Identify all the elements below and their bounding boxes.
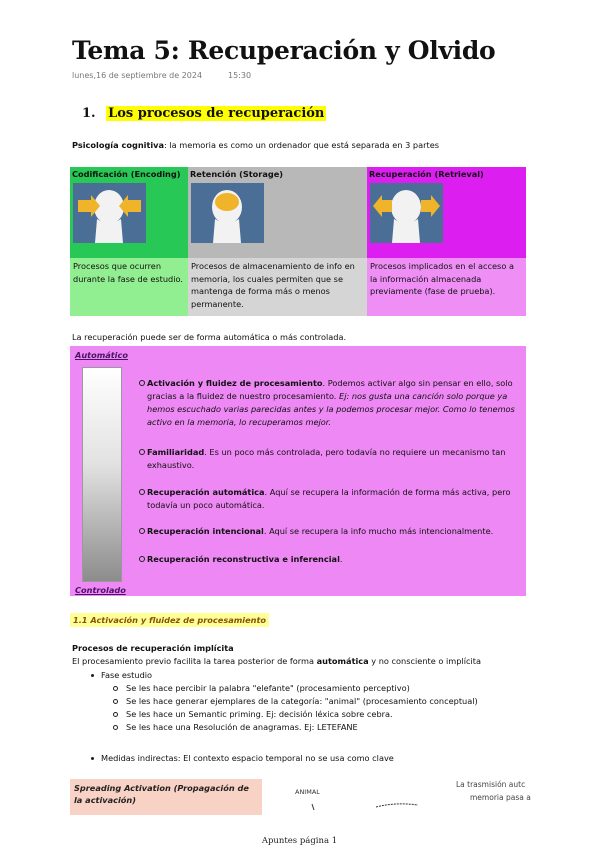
- item-text: . Aquí se recupera la info mucho más intencionalmente.: [263, 526, 494, 536]
- item-text: .: [339, 554, 343, 564]
- page-footer: Apuntes página 1: [261, 836, 338, 846]
- item-text: . Podemos activar algo sin pensar en ello, solo gracias a la fluidez de nuestro procesamiento.: [147, 378, 513, 401]
- section-title: Los procesos de recuperación: [108, 106, 325, 121]
- implicit-line: [72, 655, 481, 667]
- item-text: . Aquí se recupera la información de forma más activa, pero todavía un poco automática.: [147, 487, 511, 510]
- bullet-dot-icon: [91, 757, 94, 760]
- line-start: El procesamiento previo facilita la tarea posterior de forma: [72, 656, 317, 666]
- spreading-activation-label: Spreading Activation (Propagación de la activación): [70, 779, 262, 815]
- automatic-label: Automático: [75, 350, 128, 360]
- encoding-description: Procesos que ocurren durante la fase de estudio.: [73, 261, 183, 284]
- encoding-header: Codificación (Encoding): [72, 169, 181, 179]
- intro-rest: : la memoria es como un ordenador que está separada en 3 partes: [164, 140, 440, 150]
- subsection-heading: 1.1 Activación y fluidez de procesamiento: [70, 613, 269, 627]
- bullet-circle-icon: [139, 556, 145, 562]
- head-icon-encoding: [73, 183, 146, 243]
- memory-stages-table: [70, 167, 526, 316]
- section-heading: [82, 106, 326, 121]
- intro-bold: Psicología cognitiva: [72, 140, 165, 150]
- note-date: lunes,16 de septiembre de 2024: [72, 71, 203, 80]
- item-text: . Es un poco más controlada, pero todavía no requiere un mecanismo tan exhaustivo.: [147, 447, 506, 470]
- study-phase-bullet: Fase estudio: [101, 670, 153, 680]
- spectrum-item: [139, 486, 519, 512]
- diagram-fragment: [300, 800, 440, 816]
- item-example: Ej: nos gusta una canción solo porque ya hemos escuchado varias parecidas antes y la podemos procesar mejor. Como lo tenemos activo en la memoria, lo recuperamos mejor.: [147, 391, 515, 427]
- bullet-ring-icon: [113, 699, 118, 704]
- bullet-ring-icon: [113, 712, 118, 717]
- retrieval-header: Recuperación (Retrieval): [369, 169, 484, 179]
- storage-body-cell: [188, 258, 367, 316]
- diagram-side-text: memoria pasa a: [470, 793, 531, 802]
- note-time: 15:30: [228, 71, 252, 80]
- storage-header-cell: [188, 167, 367, 258]
- head-icon-storage: [191, 183, 264, 243]
- item-bold: Recuperación reconstructiva e inferencial: [147, 554, 340, 564]
- implicit-heading: Procesos de recuperación implícita: [72, 643, 234, 653]
- study-sub-item: Se les hace una Resolución de anagramas. Ej: LETEFANE: [126, 722, 358, 732]
- spectrum-item: [139, 553, 519, 566]
- section-number: 1.: [82, 106, 96, 121]
- diagram-side-text: La trasmisión autc: [456, 780, 526, 789]
- bullet-dot-icon: [91, 674, 94, 677]
- bullet-circle-icon: [139, 528, 145, 534]
- storage-description: Procesos de almacenamiento de info en memoria, los cuales permiten que se mantenga de forma más o menos permanente.: [191, 261, 355, 309]
- head-icon-retrieval: [370, 183, 443, 243]
- bullet-ring-icon: [113, 686, 118, 691]
- retrieval-description: Procesos implicados en el acceso a la información almacenada previamente (fase de prueba).: [370, 261, 514, 296]
- encoding-body-cell: [70, 258, 188, 316]
- bullet-ring-icon: [113, 725, 118, 730]
- indirect-measures-bullet: Medidas indirectas: El contexto espacio temporal no se usa como clave: [101, 753, 394, 763]
- controlled-label: Controlado: [75, 585, 126, 595]
- line-end: y no consciente o implícita: [368, 656, 481, 666]
- spectrum-item: [139, 377, 519, 429]
- study-sub-item: Se les hace un Semantic priming. Ej: decisión léxica sobre cebra.: [126, 709, 393, 719]
- automatic-controlled-gradient: [82, 367, 122, 582]
- encoding-header-cell: [70, 167, 188, 258]
- bullet-circle-icon: [139, 380, 145, 386]
- intro-paragraph: [72, 139, 439, 151]
- line-bold: automática: [316, 656, 369, 666]
- study-sub-item: Se les hace percibir la palabra "elefante" (procesamiento perceptivo): [126, 683, 410, 693]
- bullet-circle-icon: [139, 449, 145, 455]
- item-bold: Recuperación automática: [147, 487, 265, 497]
- recovery-line: La recuperación puede ser de forma automática o más controlada.: [72, 332, 347, 342]
- item-bold: Recuperación intencional: [147, 526, 264, 536]
- retrieval-header-cell: [367, 167, 526, 258]
- item-bold: Familiaridad: [147, 447, 205, 457]
- storage-header: Retención (Storage): [190, 169, 284, 179]
- retrieval-body-cell: [367, 258, 526, 316]
- diagram-word-animal: ANIMAL: [295, 788, 320, 796]
- study-sub-item: Se les hace generar ejemplares de la categoría: "animal" (procesamiento conceptual): [126, 696, 478, 706]
- bullet-circle-icon: [139, 489, 145, 495]
- page-title: Tema 5: Recuperación y Olvido: [72, 36, 496, 65]
- spectrum-item: [139, 525, 519, 538]
- item-bold: Activación y fluidez de procesamiento: [147, 378, 323, 388]
- spectrum-item: [139, 446, 519, 472]
